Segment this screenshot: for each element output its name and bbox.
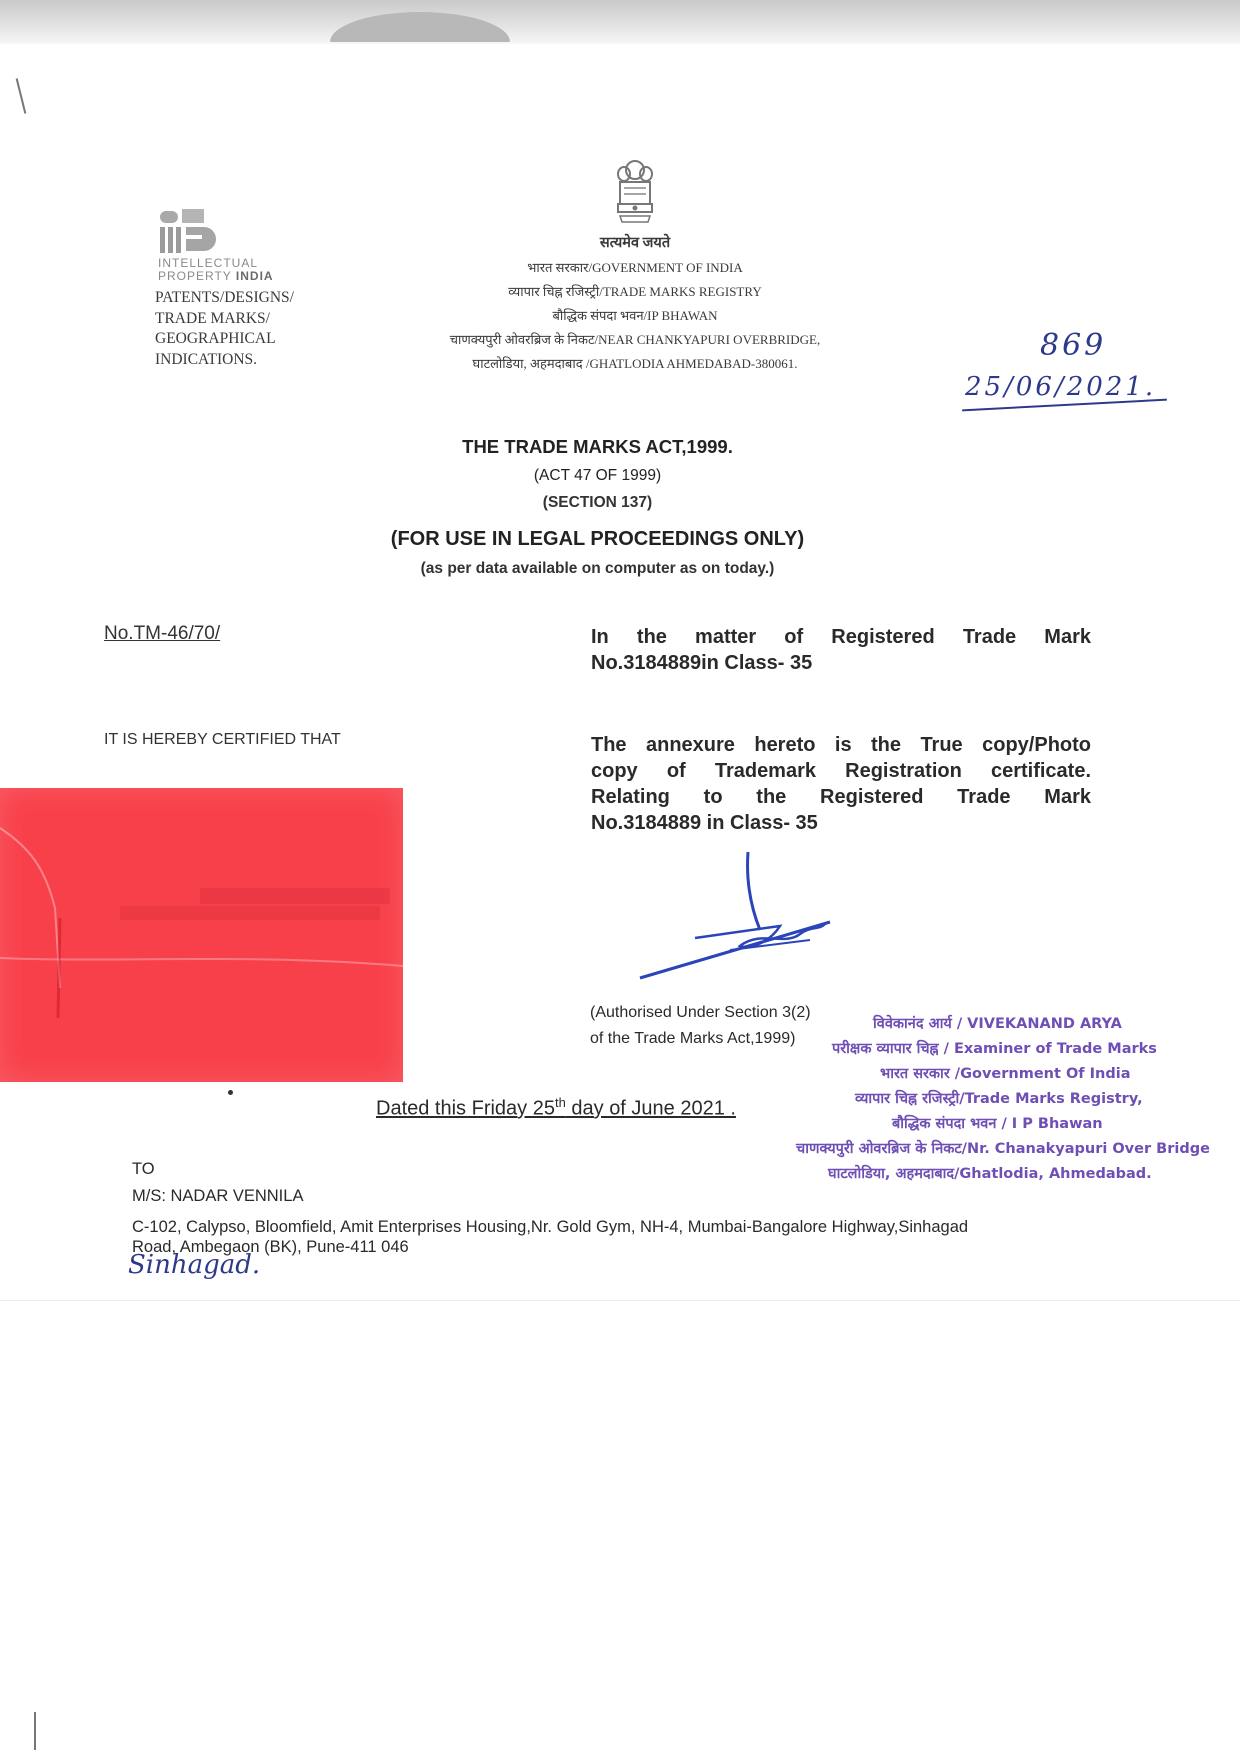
- scan-top-band: [0, 0, 1240, 44]
- act-number: (ACT 47 OF 1999): [533, 467, 662, 484]
- act-title: THE TRADE MARKS ACT,1999.: [462, 436, 733, 457]
- gov-line-2: व्यापार चिह्न रजिस्ट्री/TRADE MARKS REGISTRY: [508, 284, 762, 299]
- gov-line-4: चाणक्यपुरी ओवरब्रिज के निकट/NEAR CHANKYAPURI OVERBRIDGE,: [449, 332, 821, 347]
- gov-line-3: बौद्धिक संपदा भवन/IP BHAWAN: [552, 308, 718, 323]
- address-line-2: Road, Ambegaon (BK), Pune-411 046: [132, 1238, 409, 1256]
- stamp-bhawan: बौद्धिक संपदा भवन / I P Bhawan: [892, 1116, 1103, 1132]
- ip-india-logo-icon: [158, 205, 228, 255]
- dated-line: Dated this Friday 25th day of June 2021 .: [376, 1095, 736, 1120]
- handwritten-date: 25/06/2021.: [965, 372, 1157, 402]
- data-note: (as per data available on computer as on today.): [420, 560, 775, 577]
- gov-motto: सत्यमेव जयते: [599, 235, 671, 251]
- stamp-address-2: घाटलोडिया, अहमदाबाद/Ghatlodia, Ahmedabad.: [828, 1166, 1152, 1182]
- red-patch-creases: [0, 788, 403, 1082]
- reference-number: No.TM-46/70/: [104, 623, 221, 644]
- legal-use-heading: (FOR USE IN LEGAL PROCEEDINGS ONLY): [390, 528, 805, 550]
- national-emblem-icon: [614, 158, 656, 224]
- ink-dot: [228, 1090, 233, 1095]
- signature: [620, 850, 850, 980]
- gov-line-1: भारत सरकार/GOVERNMENT OF INDIA: [527, 260, 743, 275]
- stamp-name: विवेकानंद आर्य / VIVEKANAND ARYA: [873, 1016, 1122, 1032]
- address-line-1: C-102, Calypso, Bloomfield, Amit Enterprises Housing,Nr. Gold Gym, NH-4, Mumbai-Bangalore Highway,Sinhagad: [132, 1218, 969, 1236]
- gov-line-5: घाटलोडिया, अहमदाबाद /GHATLODIA AHMEDABAD-380061.: [472, 356, 798, 371]
- fold-line: [0, 1300, 1240, 1301]
- ip-departments: PATENTS/DESIGNS/ TRADE MARKS/ GEOGRAPHICAL INDICATIONS.: [155, 289, 294, 368]
- to-label: TO: [132, 1160, 155, 1178]
- stamp-registry: व्यापार चिह्न रजिस्ट्री/Trade Marks Registry,: [855, 1091, 1143, 1107]
- handwritten-address-note: Sinhagad.: [128, 1250, 261, 1280]
- handwritten-ref: 869: [1040, 328, 1107, 363]
- authorisation-line-2: of the Trade Marks Act,1999): [590, 1030, 796, 1047]
- stamp-designation: परीक्षक व्यापार चिह्न / Examiner of Trade Marks: [832, 1041, 1157, 1057]
- matter-paragraph: In the matter of Registered Trade Mark No.3184889in Class- 35: [591, 626, 1091, 674]
- stamp-government: भारत सरकार /Government Of India: [880, 1066, 1131, 1082]
- scan-edge-mark: [16, 78, 27, 113]
- scan-edge-mark: [34, 1712, 36, 1750]
- section-number: (SECTION 137): [542, 494, 653, 511]
- authorisation-line-1: (Authorised Under Section 3(2): [590, 1004, 811, 1021]
- ip-logo-text: INTELLECTUAL PROPERTY INDIA: [158, 256, 274, 283]
- addressee-name: M/S: NADAR VENNILA: [132, 1187, 304, 1205]
- stamp-address-1: चाणक्यपुरी ओवरब्रिज के निकट/Nr. Chanakyapuri Over Bridge: [796, 1141, 1210, 1157]
- certified-label: IT IS HEREBY CERTIFIED THAT: [104, 731, 341, 748]
- annexure-paragraph: The annexure hereto is the True copy/Photo copy of Trademark Registration certificate. Relating to the Registered Trade Mark No.3184889 in Class- 35: [591, 734, 1091, 834]
- red-sticker-patch: [0, 788, 403, 1082]
